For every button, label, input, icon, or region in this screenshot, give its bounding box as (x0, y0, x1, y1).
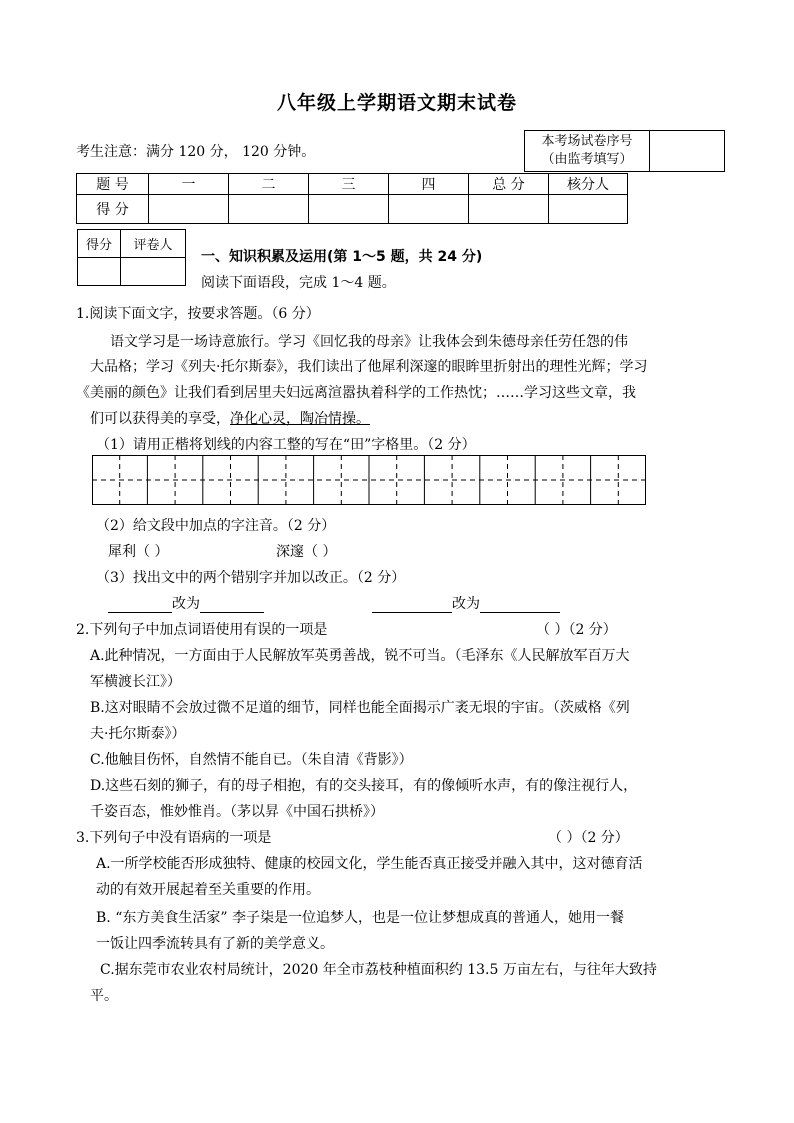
grader-name-field[interactable] (121, 258, 186, 286)
score-cell-checker[interactable] (549, 195, 628, 224)
q1-sub3: （3）找出文中的两个错别字并加以改正。（2 分） (96, 570, 406, 586)
score-header-checker: 核分人 (549, 174, 628, 195)
q1-stem: 1.阅读下面文字，按要求答题。（6 分） (76, 306, 320, 322)
q2-option: C.他触目伤怀，自然情不能自已。（朱自清《背影》） (90, 752, 413, 768)
q1-passage-line: 语文学习是一场诗意旅行。学习《回忆我的母亲》让我体会到朱德母亲任劳任怨的伟 (110, 334, 628, 350)
correction-2 (372, 593, 560, 613)
correction-wrong-2[interactable] (372, 598, 452, 613)
q2-option: 千姿百态，惟妙惟肖。（茅以昇《中国石拱桥》） (90, 804, 384, 820)
score-header-qno: 题 号 (77, 174, 149, 195)
q3-option: A.一所学校能否形成独特、健康的校园文化，学生能否真正接受并融入其中，这对德育活 (96, 856, 643, 872)
q3-option: 一饭让四季流转具有了新的美学意义。 (96, 936, 334, 952)
q2-option: B.这对眼睛不会放过微不足道的细节，同样也能全面揭示广袤无垠的宇宙。（茨威格《列 (90, 700, 630, 716)
score-cell-4[interactable] (389, 195, 469, 224)
correction-right-1[interactable] (200, 598, 264, 613)
seat-label-line1: 本考场试卷序号 (541, 134, 633, 149)
q2-stem: 2.下列句子中加点词语使用有误的一项是 (76, 622, 328, 638)
q2-option: D.这些石刻的狮子，有的母子相抱，有的交头接耳，有的像倾听水声，有的像注视行人， (90, 778, 638, 794)
score-header-2: 二 (229, 174, 309, 195)
score-header-1: 一 (149, 174, 229, 195)
q1-sub2: （2）给文段中加点的字注音。（2 分） (96, 518, 336, 534)
seat-number-box (524, 130, 725, 172)
score-header-4: 四 (389, 174, 469, 195)
q2-answer-slot[interactable]: （ ）（2 分） (536, 622, 617, 638)
correction-1 (108, 593, 264, 613)
seat-number-field[interactable] (650, 131, 725, 172)
pinyin-xili: 犀利（ ） (108, 544, 169, 560)
q2-option: 军横渡长江》） (90, 674, 181, 690)
score-row-label: 得 分 (77, 195, 149, 224)
score-cell-total[interactable] (469, 195, 549, 224)
correction-word: 改为 (172, 596, 200, 612)
correction-wrong-1[interactable] (108, 598, 172, 613)
grader-name-label: 评卷人 (121, 230, 186, 258)
correction-right-2[interactable] (480, 598, 560, 613)
q1-passage-line: 大品格；学习《列夫·托尔斯泰》，我们读出了他犀利深邃的眼眸里折射出的理性光辉；学习 (90, 359, 648, 375)
score-cell-1[interactable] (149, 195, 229, 224)
q3-option: 动的有效开展起着至关重要的作用。 (96, 882, 320, 898)
grader-score-label: 得分 (78, 230, 121, 258)
grader-box (77, 229, 186, 286)
q3-stem: 3.下列句子中没有语病的一项是 (76, 830, 272, 846)
exam-title: 八年级上学期语文期末试卷 (276, 92, 517, 114)
q2-option: 夫·托尔斯泰》） (90, 726, 186, 742)
q1-passage-line: 《美丽的颜色》让我们看到居里夫妇远离渲嚣执着科学的工作热忱；……学习这些文章，我 (76, 385, 636, 401)
seat-label-line2: （由监考填写） (541, 152, 633, 167)
tianzige-lines (92, 455, 646, 505)
score-header-total: 总 分 (469, 174, 549, 195)
section-instruction: 阅读下面语段，完成 1～4 题。 (201, 275, 396, 291)
q1-underlined-phrase: 净化心灵，陶冶情操。 (230, 411, 370, 427)
q1-passage-line (90, 408, 370, 428)
seat-number-label (525, 131, 650, 172)
q1-passage-text: 们可以获得美的享受， (90, 411, 230, 427)
score-cell-3[interactable] (309, 195, 389, 224)
grader-score-field[interactable] (78, 258, 121, 286)
q3-answer-slot[interactable]: （ ）（2 分） (548, 830, 629, 846)
q3-option: B. “东方美食生活家” 李子柒是一位追梦人，也是一位让梦想成真的普通人，她用一餐 (96, 910, 624, 926)
q3-option: C.据东莞市农业农村局统计，2020 年全市荔枝种植面积约 13.5 万亩左右，与往年大致持 (100, 962, 657, 978)
score-table (76, 173, 628, 224)
exam-notice: 考生注意：满分 120 分， 120 分钟。 (76, 144, 316, 160)
correction-word: 改为 (452, 596, 480, 612)
section-heading: 一、知识积累及运用(第 1～5 题，共 24 分) (201, 249, 483, 265)
score-header-3: 三 (309, 174, 389, 195)
tianzige-grid[interactable] (92, 455, 646, 505)
q1-sub1: （1）请用正楷将划线的内容工整的写在“田”字格里。（2 分） (96, 437, 476, 453)
score-cell-2[interactable] (229, 195, 309, 224)
q2-option: A.此种情况，一方面由于人民解放军英勇善战，锐不可当。（毛泽东《人民解放军百万大 (90, 648, 630, 664)
q3-option: 平。 (90, 988, 118, 1004)
pinyin-shensui: 深邃（ ） (276, 544, 337, 560)
